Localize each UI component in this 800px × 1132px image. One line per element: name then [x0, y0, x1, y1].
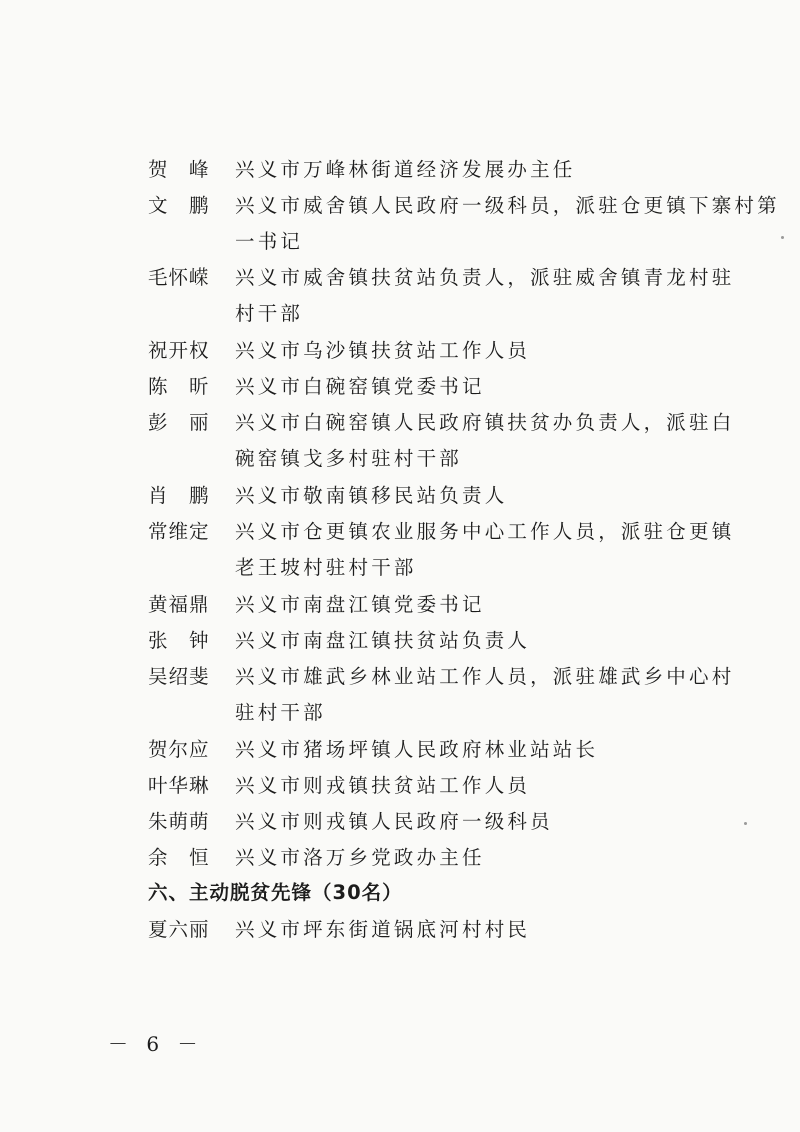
- person-position: 兴义市雄武乡林业站工作人员，派驻雄武乡中心村 驻村干部: [235, 665, 735, 724]
- person-name: 贺 峰: [148, 158, 210, 181]
- person-name: 吴绍斐: [148, 665, 210, 688]
- person-position: 兴义市白碗窑镇党委书记: [235, 375, 485, 398]
- page-number: － 6 －: [108, 1032, 204, 1056]
- person-position: 兴义市仓更镇农业服务中心工作人员，派驻仓更镇 老王坡村驻村干部: [235, 520, 735, 579]
- scan-speck: [744, 822, 747, 825]
- person-position: 兴义市坪东街道锅底河村村民: [235, 918, 531, 941]
- person-name: 陈 昕: [148, 375, 210, 398]
- person-name: 余 恒: [148, 846, 210, 869]
- person-name: 毛怀嵘: [148, 266, 210, 289]
- person-name: 彭 丽: [148, 411, 210, 434]
- scan-speck: [781, 236, 784, 239]
- person-position: 兴义市威舍镇人民政府一级科员，派驻仓更镇下寨村第 一书记: [235, 194, 780, 253]
- person-position: 兴义市猪场坪镇人民政府林业站站长: [235, 738, 599, 761]
- person-position: 兴义市万峰林街道经济发展办主任: [235, 158, 576, 181]
- section-heading: 六、主动脱贫先锋（30名）: [148, 881, 403, 904]
- person-position: 兴义市敬南镇移民站负责人: [235, 484, 508, 507]
- person-name: 朱萌萌: [148, 810, 210, 833]
- person-name: 夏六丽: [148, 918, 210, 941]
- person-position: 兴义市白碗窑镇人民政府镇扶贫办负责人，派驻白 碗窑镇戈多村驻村干部: [235, 411, 735, 470]
- person-position: 兴义市洛万乡党政办主任: [235, 846, 485, 869]
- person-name: 肖 鹏: [148, 484, 210, 507]
- person-name: 黄福鼎: [148, 593, 210, 616]
- person-position: 兴义市则戎镇扶贫站工作人员: [235, 774, 531, 797]
- person-position: 兴义市乌沙镇扶贫站工作人员: [235, 339, 531, 362]
- person-position: 兴义市则戎镇人民政府一级科员: [235, 810, 553, 833]
- person-position: 兴义市南盘江镇党委书记: [235, 593, 485, 616]
- person-position: 兴义市南盘江镇扶贫站负责人: [235, 629, 531, 652]
- person-name: 张 钟: [148, 629, 210, 652]
- person-name: 常维定: [148, 520, 210, 543]
- person-name: 文 鹏: [148, 194, 210, 217]
- person-name: 叶华琳: [148, 774, 210, 797]
- person-name: 贺尔应: [148, 738, 210, 761]
- person-name: 祝开权: [148, 339, 210, 362]
- person-position: 兴义市威舍镇扶贫站负责人，派驻威舍镇青龙村驻 村干部: [235, 266, 735, 325]
